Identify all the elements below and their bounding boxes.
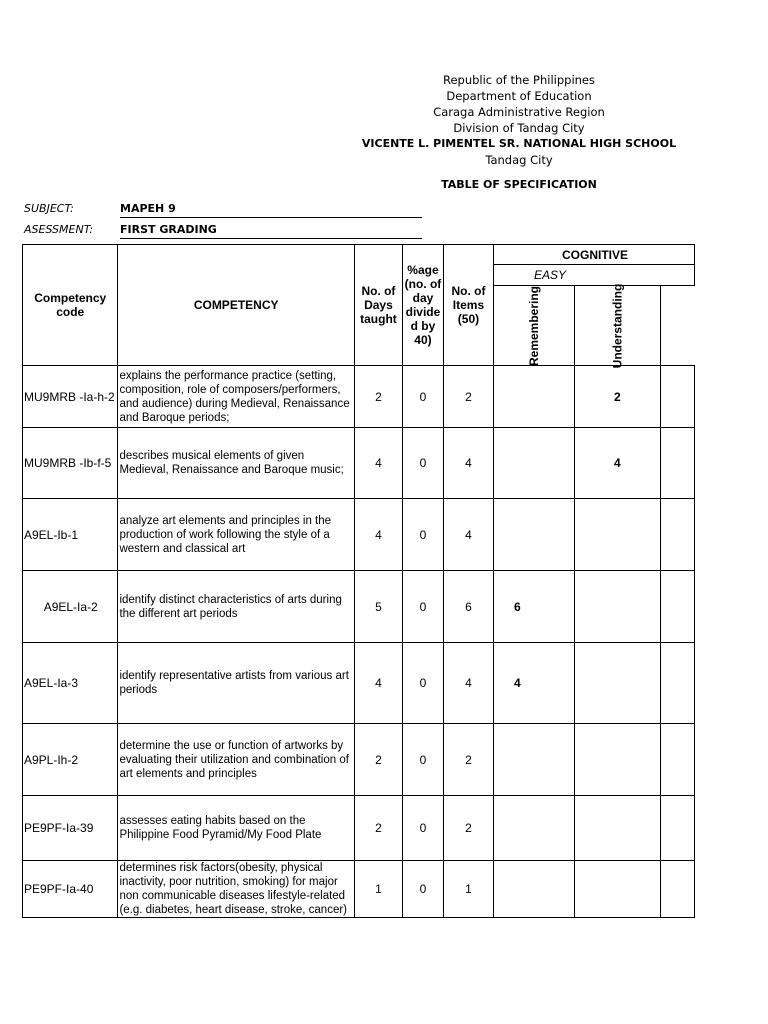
header-remembering-label: Remembering: [527, 285, 541, 366]
no-of-items: 2: [443, 366, 493, 428]
header-cognitive: COGNITIVE: [493, 245, 694, 265]
competency-text: identify distinct characteristics of arts during the different art periods: [118, 571, 354, 643]
no-of-items: 6: [443, 571, 493, 643]
competency-text: identify representative artists from various art periods: [118, 643, 354, 724]
table-row: [23, 499, 695, 571]
days-taught: 4: [354, 643, 402, 724]
tos-table-container: [22, 244, 695, 918]
table-row: [23, 428, 695, 499]
percentage: 0: [402, 796, 443, 861]
header-percentage: %age (no. of day divide d by 40): [402, 245, 443, 366]
competency-text: explains the performance practice (setting, composition, role of composers/performers, and audience) during Medieval, Renaissance and Baroque periods;: [118, 366, 354, 428]
understanding-count: 4: [575, 428, 661, 499]
understanding-count: [575, 796, 661, 861]
percentage: 0: [402, 861, 443, 918]
percentage: 0: [402, 499, 443, 571]
competency-code: MU9MRB -Ib-f-5: [23, 428, 118, 499]
percentage: 0: [402, 428, 443, 499]
competency-code: MU9MRB -Ia-h-2: [23, 366, 118, 428]
tos-table: [22, 244, 695, 918]
table-row: [23, 796, 695, 861]
header-no-of-items: No. of Items (50): [443, 245, 493, 366]
header-easy: EASY: [493, 265, 694, 286]
no-of-items: 2: [443, 796, 493, 861]
days-taught: 4: [354, 428, 402, 499]
header-days-taught: No. of Days taught: [354, 245, 402, 366]
table-row: [23, 861, 695, 918]
header-region: Caraga Administrative Region: [433, 105, 605, 119]
table-row: [23, 643, 695, 724]
assessment-value: FIRST GRADING: [120, 223, 422, 239]
days-taught: 2: [354, 724, 402, 796]
days-taught: 2: [354, 796, 402, 861]
percentage: 0: [402, 366, 443, 428]
no-of-items: 4: [443, 499, 493, 571]
header-understanding-label: Understanding: [610, 283, 625, 368]
table-row: [23, 366, 695, 428]
competency-text: assesses eating habits based on the Philippine Food Pyramid/My Food Plate: [118, 796, 354, 861]
header-department: Department of Education: [446, 89, 592, 103]
document-title: TABLE OF SPECIFICATION: [441, 178, 597, 191]
header-city: Tandag City: [485, 153, 553, 167]
remembering-count: [493, 366, 574, 428]
table-row: [23, 724, 695, 796]
competency-text: determine the use or function of artworks by evaluating their utilization and combination of art elements and principles: [118, 724, 354, 796]
competency-code: A9EL-Ia-2: [23, 571, 118, 643]
header-school: VICENTE L. PIMENTEL SR. NATIONAL HIGH SCHOOL: [361, 137, 677, 150]
subject-label: SUBJECT:: [24, 202, 74, 215]
extra-cell: [660, 861, 694, 918]
competency-code: A9EL-Ib-1: [23, 499, 118, 571]
competency-text: analyze art elements and principles in the production of work following the style of a western and classical art: [118, 499, 354, 571]
table-row: [23, 571, 695, 643]
extra-cell: [660, 724, 694, 796]
header-cognitive-extra: [660, 286, 694, 366]
header-division: Division of Tandag City: [453, 121, 585, 135]
subject-value: MAPEH 9: [120, 202, 422, 218]
header-competency: COMPETENCY: [118, 245, 354, 366]
days-taught: 4: [354, 499, 402, 571]
understanding-count: 2: [575, 366, 661, 428]
extra-cell: [660, 796, 694, 861]
remembering-count: 6: [493, 571, 574, 643]
remembering-count: [493, 861, 574, 918]
remembering-count: [493, 499, 574, 571]
competency-code: PE9PF-Ia-39: [23, 796, 118, 861]
competency-code: A9EL-Ia-3: [23, 643, 118, 724]
no-of-items: 4: [443, 643, 493, 724]
no-of-items: 4: [443, 428, 493, 499]
days-taught: 5: [354, 571, 402, 643]
remembering-count: [493, 428, 574, 499]
competency-code: A9PL-Ih-2: [23, 724, 118, 796]
extra-cell: [660, 428, 694, 499]
competency-code: PE9PF-Ia-40: [23, 861, 118, 918]
percentage: 0: [402, 571, 443, 643]
header-republic: Republic of the Philippines: [442, 73, 596, 87]
understanding-count: [575, 499, 661, 571]
extra-cell: [660, 643, 694, 724]
percentage: 0: [402, 724, 443, 796]
assessment-label: ASESSMENT:: [24, 223, 94, 236]
no-of-items: 2: [443, 724, 493, 796]
understanding-count: [575, 643, 661, 724]
remembering-count: [493, 724, 574, 796]
no-of-items: 1: [443, 861, 493, 918]
extra-cell: [660, 571, 694, 643]
remembering-count: 4: [493, 643, 574, 724]
understanding-count: [575, 724, 661, 796]
understanding-count: [575, 861, 661, 918]
understanding-count: [575, 571, 661, 643]
competency-text: describes musical elements of given Medieval, Renaissance and Baroque music;: [118, 428, 354, 499]
remembering-count: [493, 796, 574, 861]
document-header: [240, 72, 768, 168]
extra-cell: [660, 366, 694, 428]
days-taught: 2: [354, 366, 402, 428]
extra-cell: [660, 499, 694, 571]
header-understanding: [575, 283, 661, 368]
competency-text: determines risk factors(obesity, physical inactivity, poor nutrition, smoking) for major non communicable diseases lifestyle-related (e.g. diabetes, heart disease, stroke, cancer): [118, 861, 354, 918]
days-taught: 1: [354, 861, 402, 918]
header-competency-code: Competency code: [23, 245, 118, 366]
percentage: 0: [402, 643, 443, 724]
header-remembering: [493, 286, 574, 366]
